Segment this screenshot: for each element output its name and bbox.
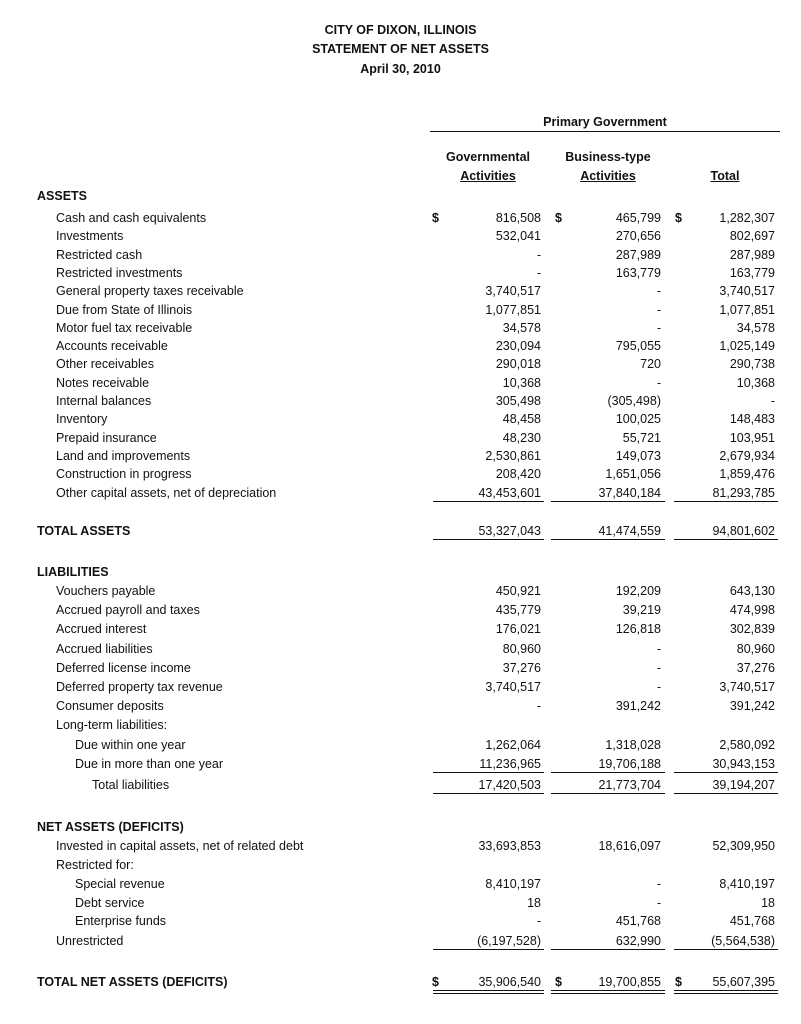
total-net-assets-label: TOTAL NET ASSETS (DEFICITS) xyxy=(37,975,228,989)
amount-bus: 100,025 xyxy=(615,412,661,426)
currency-symbol: $ xyxy=(555,211,562,225)
amount-gov: 35,906,540 xyxy=(478,975,541,989)
restricted-row-label: Debt service xyxy=(75,896,145,910)
column-group-header: Primary Government xyxy=(543,115,667,129)
long-term-liabilities-label: Long-term liabilities: xyxy=(56,718,168,732)
amount-underline xyxy=(433,501,544,502)
amount-double-underline xyxy=(551,990,665,991)
amount-total: 1,282,307 xyxy=(719,211,775,225)
asset-row-label: Other capital assets, net of depreciation xyxy=(56,486,277,500)
amount-total: 34,578 xyxy=(736,321,775,335)
amount-bus: - xyxy=(656,896,661,910)
amount-bus: 795,055 xyxy=(615,339,661,353)
liability-row-label: Consumer deposits xyxy=(56,699,164,713)
amount-total: 103,951 xyxy=(729,431,775,445)
amount-gov: 435,779 xyxy=(495,603,541,617)
col-gov-header-line1: Governmental xyxy=(445,150,531,164)
asset-row-label: Prepaid insurance xyxy=(56,431,157,445)
amount-bus: 1,651,056 xyxy=(605,467,661,481)
amount-underline xyxy=(551,539,665,540)
amount-total: 302,839 xyxy=(729,622,775,636)
amount-bus: 18,616,097 xyxy=(598,839,661,853)
amount-gov: 53,327,043 xyxy=(478,524,541,538)
restricted-row-label: Special revenue xyxy=(75,877,165,891)
report-entity: CITY OF DIXON, ILLINOIS xyxy=(324,23,477,37)
liability-row-label: Accrued liabilities xyxy=(56,642,153,656)
amount-gov: 305,498 xyxy=(495,394,541,408)
amount-bus: - xyxy=(656,877,661,891)
amount-gov: 10,368 xyxy=(502,376,541,390)
amount-total: 1,077,851 xyxy=(719,303,775,317)
col-bus-header-line2: Activities xyxy=(580,169,636,183)
liability-row-label: Accrued payroll and taxes xyxy=(56,603,200,617)
amount-gov: (6,197,528) xyxy=(477,934,541,948)
restricted-for-label: Restricted for: xyxy=(56,858,134,872)
asset-row-label: Cash and cash equivalents xyxy=(56,211,207,225)
invested-capital-label: Invested in capital assets, net of related debt xyxy=(56,839,304,853)
amount-total: 52,309,950 xyxy=(712,839,775,853)
amount-bus: - xyxy=(656,376,661,390)
amount-bus: 37,840,184 xyxy=(598,486,661,500)
total-liabilities-label: Total liabilities xyxy=(92,778,170,792)
amount-bus: - xyxy=(656,680,661,694)
amount-gov: 33,693,853 xyxy=(478,839,541,853)
amount-bus: 192,209 xyxy=(615,584,661,598)
amount-gov: 34,578 xyxy=(502,321,541,335)
unrestricted-label: Unrestricted xyxy=(56,934,124,948)
amount-bus: 149,073 xyxy=(615,449,661,463)
amount-total: 643,130 xyxy=(729,584,775,598)
asset-row-label: Land and improvements xyxy=(56,449,191,463)
amount-double-underline xyxy=(674,990,778,991)
asset-row-label: Construction in progress xyxy=(56,467,192,481)
amount-bus: 1,318,028 xyxy=(605,738,661,752)
currency-symbol: $ xyxy=(675,211,682,225)
amount-underline xyxy=(433,772,544,773)
amount-gov: 450,921 xyxy=(495,584,541,598)
amount-total: 30,943,153 xyxy=(712,757,775,771)
amount-bus: - xyxy=(656,642,661,656)
amount-gov: - xyxy=(536,914,541,928)
amount-bus: 720 xyxy=(640,357,661,371)
amount-bus: 19,700,855 xyxy=(598,975,661,989)
amount-gov: 816,508 xyxy=(495,211,541,225)
amount-total: 2,580,092 xyxy=(719,738,775,752)
amount-underline xyxy=(674,772,778,773)
amount-gov: 18 xyxy=(527,896,541,910)
amount-bus: 391,242 xyxy=(615,699,661,713)
amount-gov: 176,021 xyxy=(495,622,541,636)
amount-total: 474,998 xyxy=(729,603,775,617)
amount-bus: 126,818 xyxy=(615,622,661,636)
currency-symbol: $ xyxy=(432,211,439,225)
amount-underline xyxy=(433,949,544,950)
asset-row-label: Accounts receivable xyxy=(56,339,168,353)
liability-row-label: Accrued interest xyxy=(56,622,147,636)
amount-total: (5,564,538) xyxy=(711,934,775,948)
asset-row-label: Other receivables xyxy=(56,357,154,371)
amount-bus: - xyxy=(656,661,661,675)
amount-bus: - xyxy=(656,321,661,335)
amount-total: 94,801,602 xyxy=(712,524,775,538)
amount-total: 163,779 xyxy=(729,266,775,280)
asset-row-label: Restricted cash xyxy=(56,248,143,262)
asset-row-label: Due from State of Illinois xyxy=(56,303,193,317)
amount-bus: 41,474,559 xyxy=(598,524,661,538)
amount-total: 18 xyxy=(761,896,775,910)
amount-gov: 1,077,851 xyxy=(485,303,541,317)
amount-total: 39,194,207 xyxy=(712,778,775,792)
amount-total: 2,679,934 xyxy=(719,449,775,463)
amount-gov: - xyxy=(536,248,541,262)
amount-bus: 39,219 xyxy=(622,603,661,617)
amount-gov: 532,041 xyxy=(495,229,541,243)
amount-gov: - xyxy=(536,266,541,280)
col-gov-header-line2: Activities xyxy=(460,169,516,183)
liability-row-label: Vouchers payable xyxy=(56,584,156,598)
amount-underline xyxy=(674,539,778,540)
amount-gov: 43,453,601 xyxy=(478,486,541,500)
amount-bus: 632,990 xyxy=(615,934,661,948)
amount-total: - xyxy=(770,394,775,408)
amount-gov: 80,960 xyxy=(502,642,541,656)
asset-row-label: Internal balances xyxy=(56,394,152,408)
amount-total: 80,960 xyxy=(736,642,775,656)
amount-underline xyxy=(674,501,778,502)
amount-gov: 290,018 xyxy=(495,357,541,371)
amount-gov: 8,410,197 xyxy=(485,877,541,891)
amount-underline xyxy=(433,539,544,540)
amount-underline xyxy=(551,949,665,950)
report-title: STATEMENT OF NET ASSETS xyxy=(312,42,489,56)
amount-underline xyxy=(551,772,665,773)
amount-bus: (305,498) xyxy=(607,394,661,408)
amount-bus: 451,768 xyxy=(615,914,661,928)
section-heading-liabilities: LIABILITIES xyxy=(37,565,109,579)
amount-bus: - xyxy=(656,284,661,298)
amount-gov: 48,230 xyxy=(502,431,541,445)
amount-underline xyxy=(674,793,778,794)
amount-bus: 55,721 xyxy=(622,431,661,445)
amount-total: 287,989 xyxy=(729,248,775,262)
amount-underline xyxy=(674,949,778,950)
amount-double-underline xyxy=(551,993,665,994)
asset-row-label: Inventory xyxy=(56,412,108,426)
amount-gov: 208,420 xyxy=(495,467,541,481)
amount-double-underline xyxy=(674,993,778,994)
total-assets-label: TOTAL ASSETS xyxy=(37,524,131,538)
amount-gov: 37,276 xyxy=(502,661,541,675)
amount-gov: 230,094 xyxy=(495,339,541,353)
amount-total: 3,740,517 xyxy=(719,284,775,298)
asset-row-label: Notes receivable xyxy=(56,376,150,390)
amount-gov: 48,458 xyxy=(502,412,541,426)
amount-total: 1,859,476 xyxy=(719,467,775,481)
amount-total: 10,368 xyxy=(736,376,775,390)
asset-row-label: General property taxes receivable xyxy=(56,284,244,298)
currency-symbol: $ xyxy=(432,975,439,989)
amount-gov: 1,262,064 xyxy=(485,738,541,752)
amount-total: 37,276 xyxy=(736,661,775,675)
amount-double-underline xyxy=(433,990,544,991)
amount-total: 3,740,517 xyxy=(719,680,775,694)
amount-total: 81,293,785 xyxy=(712,486,775,500)
col-bus-header-line1: Business-type xyxy=(565,150,651,164)
col-total-header: Total xyxy=(710,169,740,183)
long-term-row-label: Due in more than one year xyxy=(75,757,224,771)
amount-bus: 21,773,704 xyxy=(598,778,661,792)
amount-double-underline xyxy=(433,993,544,994)
currency-symbol: $ xyxy=(555,975,562,989)
report-date: April 30, 2010 xyxy=(360,62,441,76)
amount-underline xyxy=(551,501,665,502)
long-term-row-label: Due within one year xyxy=(75,738,186,752)
liability-row-label: Deferred property tax revenue xyxy=(56,680,223,694)
amount-total: 391,242 xyxy=(729,699,775,713)
section-heading-net-assets: NET ASSETS (DEFICITS) xyxy=(37,820,184,834)
amount-total: 55,607,395 xyxy=(712,975,775,989)
asset-row-label: Motor fuel tax receivable xyxy=(56,321,193,335)
amount-gov: 2,530,861 xyxy=(485,449,541,463)
section-heading-assets: ASSETS xyxy=(37,189,88,203)
amount-gov: 17,420,503 xyxy=(478,778,541,792)
amount-bus: 287,989 xyxy=(615,248,661,262)
currency-symbol: $ xyxy=(675,975,682,989)
amount-total: 148,483 xyxy=(729,412,775,426)
amount-bus: 163,779 xyxy=(615,266,661,280)
amount-gov: 11,236,965 xyxy=(479,757,541,771)
asset-row-label: Restricted investments xyxy=(56,266,183,280)
amount-bus: 465,799 xyxy=(615,211,661,225)
restricted-row-label: Enterprise funds xyxy=(75,914,167,928)
amount-bus: 270,656 xyxy=(615,229,661,243)
amount-total: 802,697 xyxy=(729,229,775,243)
amount-total: 451,768 xyxy=(729,914,775,928)
amount-gov: - xyxy=(536,699,541,713)
amount-gov: 3,740,517 xyxy=(485,284,541,298)
amount-underline xyxy=(433,793,544,794)
amount-total: 1,025,149 xyxy=(719,339,775,353)
amount-bus: - xyxy=(656,303,661,317)
amount-underline xyxy=(551,793,665,794)
amount-total: 8,410,197 xyxy=(719,877,775,891)
liability-row-label: Deferred license income xyxy=(56,661,191,675)
amount-gov: 3,740,517 xyxy=(485,680,541,694)
column-group-rule xyxy=(430,131,780,132)
amount-total: 290,738 xyxy=(729,357,775,371)
amount-bus: 19,706,188 xyxy=(598,757,661,771)
asset-row-label: Investments xyxy=(56,229,124,243)
